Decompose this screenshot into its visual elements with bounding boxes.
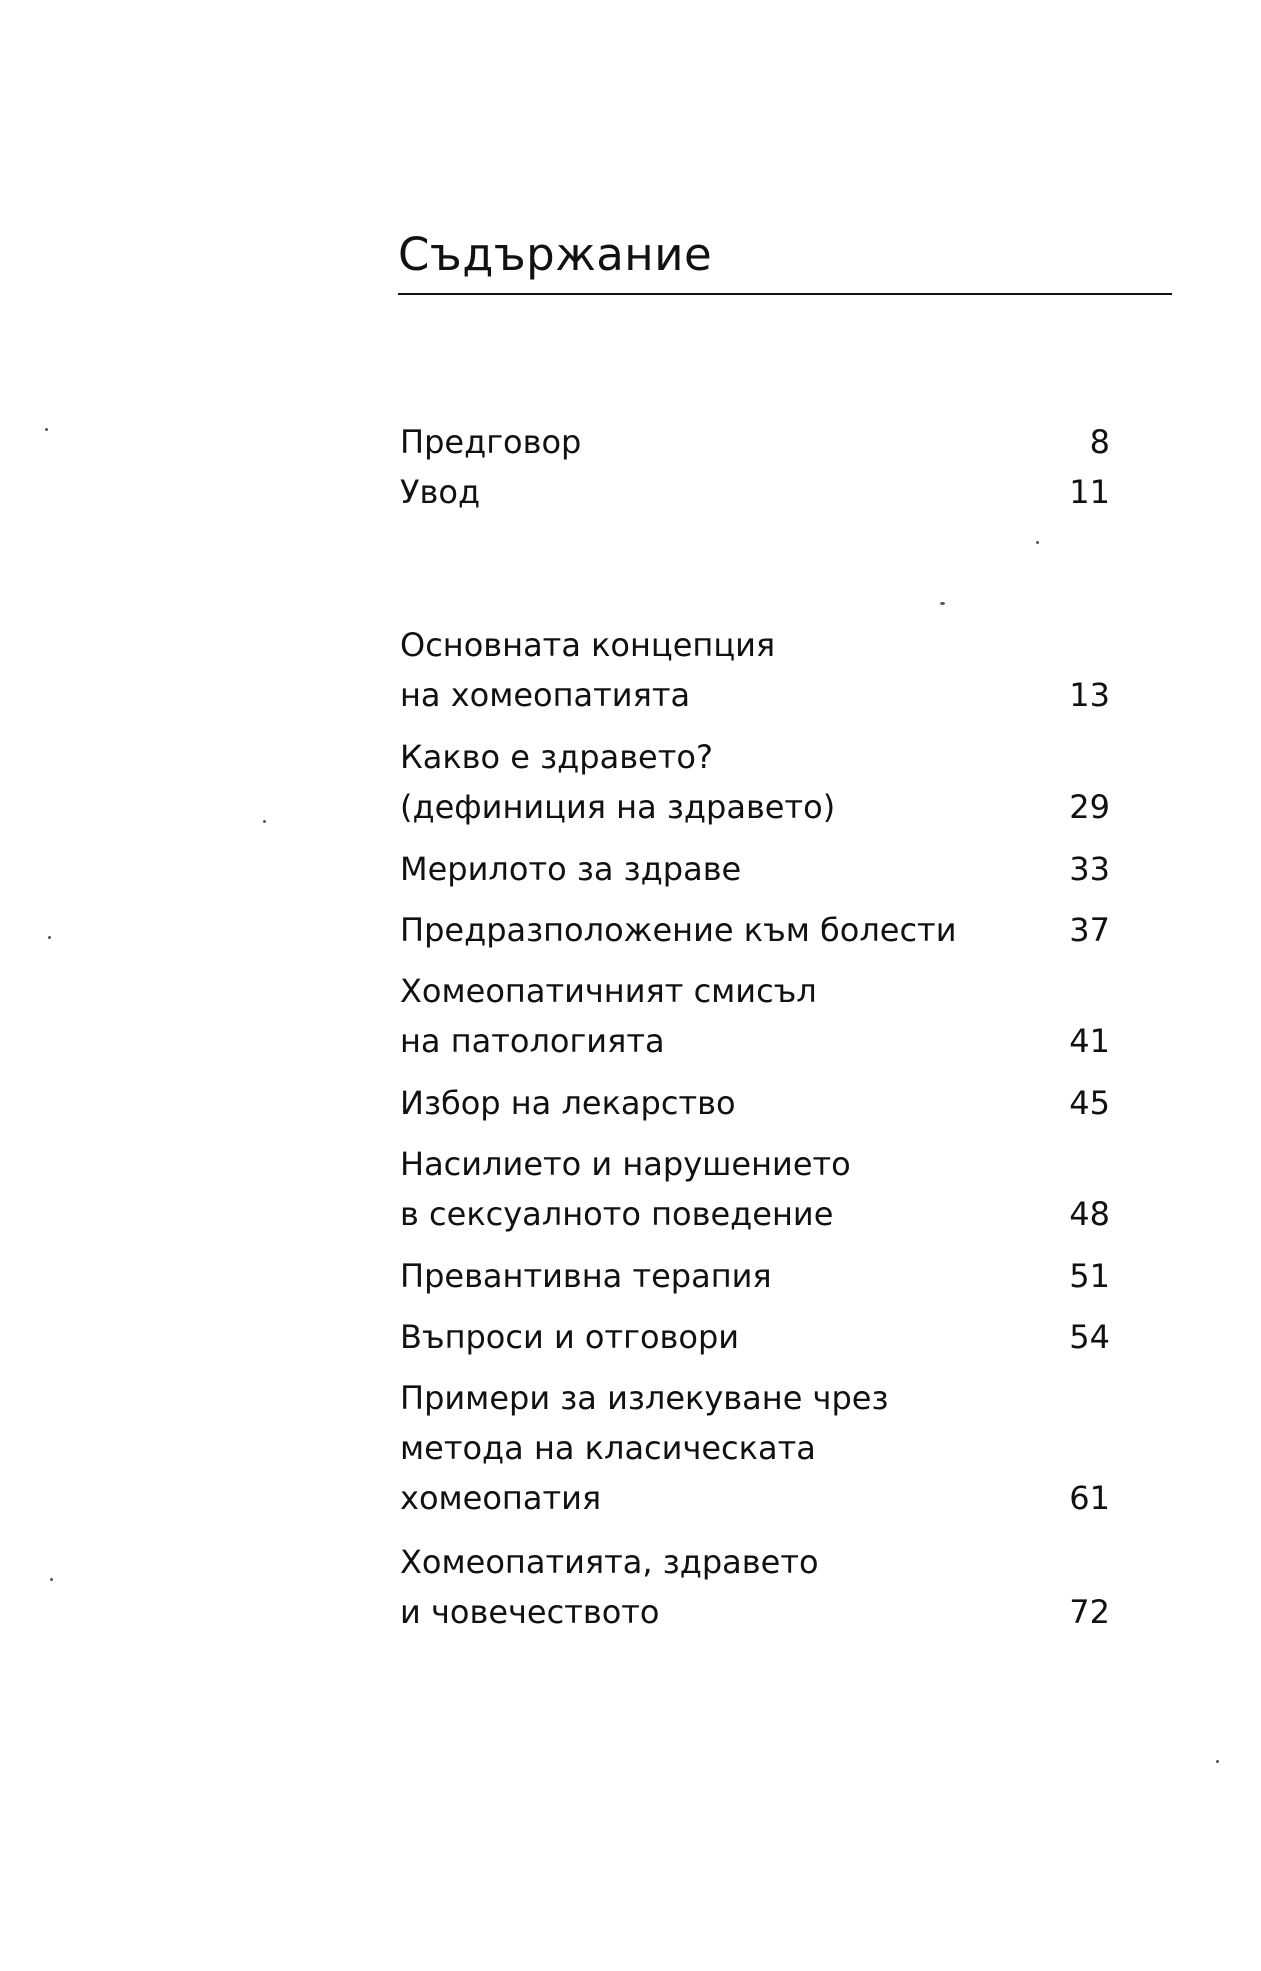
scan-speck [50, 1578, 53, 1581]
scan-speck [1216, 1760, 1219, 1763]
toc-entry [400, 1312, 1110, 1362]
entry-title-line: Какво е здравето? [400, 738, 713, 776]
toc-entry [400, 620, 1110, 720]
entry-title-line: (дефиниция на здравето) [400, 788, 836, 826]
entry-page-number: 61 [1069, 1479, 1110, 1517]
entry-page-number: 33 [1069, 850, 1110, 888]
toc-entry [400, 1139, 1110, 1239]
toc-entry [400, 1078, 1110, 1128]
entry-title-line: Предговор [400, 423, 582, 461]
entry-page-number: 13 [1069, 676, 1110, 714]
entry-title-line: Предразположение към болести [400, 911, 957, 949]
entry-page-number: 51 [1069, 1257, 1110, 1295]
entry-page-number: 8 [1089, 423, 1110, 461]
heading-rule [398, 293, 1172, 295]
toc-entry [400, 1537, 1110, 1637]
entry-title-line: Мерилото за здраве [400, 850, 742, 888]
toc-entry [400, 417, 1110, 467]
scan-speck [48, 936, 51, 939]
entry-title-line: Превантивна терапия [400, 1257, 772, 1295]
entry-title-line: метода на класическата [400, 1429, 816, 1467]
entry-title-line: Основната концепция [400, 626, 776, 664]
entry-page-number: 29 [1069, 788, 1110, 826]
entry-page-number: 37 [1069, 911, 1110, 949]
toc-entry [400, 905, 1110, 955]
toc-entry [400, 844, 1110, 894]
scan-speck [940, 602, 945, 605]
toc-entry [400, 1373, 1110, 1523]
toc-entry [400, 467, 1110, 517]
entry-title-line: Хомеопатичният смисъл [400, 972, 817, 1010]
entry-title-line: Хомеопатията, здравето [400, 1543, 819, 1581]
entry-title-line: Избор на лекарство [400, 1084, 736, 1122]
scan-speck [1036, 541, 1039, 544]
entry-title-line: хомеопатия [400, 1479, 602, 1517]
entry-title-line: Примери за излекуване чрез [400, 1379, 889, 1417]
entry-page-number: 54 [1069, 1318, 1110, 1356]
entry-title-line: Въпроси и отговори [400, 1318, 740, 1356]
entry-title-line: Насилието и нарушението [400, 1145, 851, 1183]
entry-page-number: 45 [1069, 1084, 1110, 1122]
toc-entry [400, 1251, 1110, 1301]
entry-page-number: 72 [1069, 1593, 1110, 1631]
entry-title-line: в сексуалното поведение [400, 1195, 834, 1233]
entry-page-number: 11 [1069, 473, 1110, 511]
entry-title-line: на хомеопатията [400, 676, 691, 714]
toc-heading: Съдържание [398, 228, 713, 281]
entry-page-number: 41 [1069, 1022, 1110, 1060]
toc-entry [400, 966, 1110, 1066]
scan-speck [263, 820, 266, 823]
entry-page-number: 48 [1069, 1195, 1110, 1233]
scan-speck [45, 428, 48, 431]
toc-entry [400, 732, 1110, 832]
entry-title-line: Увод [400, 473, 481, 511]
entry-title-line: и човечеството [400, 1593, 660, 1631]
entry-title-line: на патологията [400, 1022, 665, 1060]
